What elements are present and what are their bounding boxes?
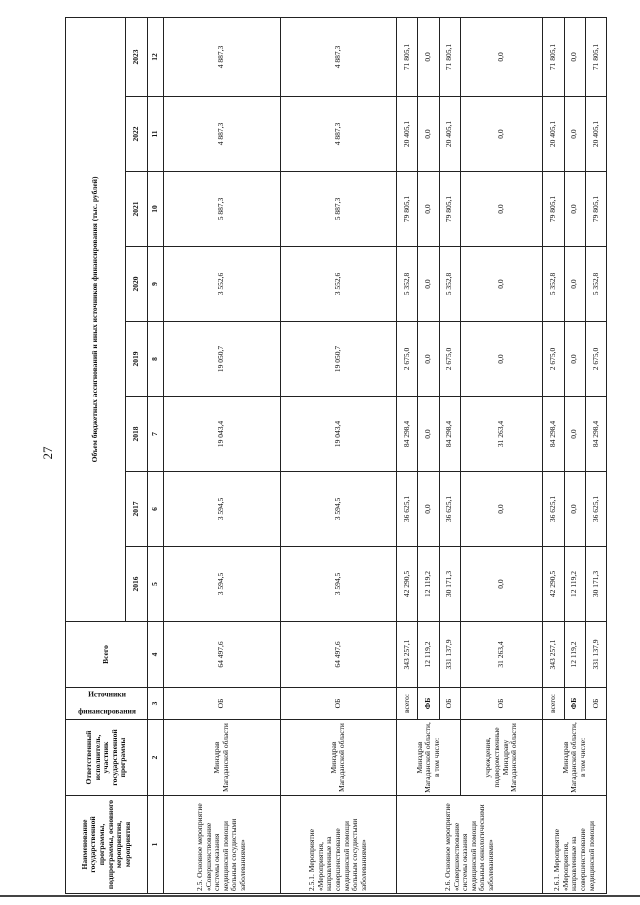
row-value: 0,0 (564, 172, 585, 247)
row-value: 71 805,1 (439, 17, 460, 96)
row-source: всего: (397, 688, 418, 720)
rotated-table-frame (65, 18, 607, 894)
column-number: 2 (148, 720, 164, 796)
header-year: 2016 (126, 547, 148, 622)
row-name: 2.5. Основное мероприятие «Совершенствование системы оказания медицинской помощи больным сосудистыми заболеваниями» (164, 796, 281, 894)
row-value: 5 352,8 (397, 247, 418, 322)
row-value: 71 805,1 (543, 17, 564, 96)
row-value: 0,0 (460, 17, 543, 96)
row-value: 0,0 (418, 97, 439, 172)
table-row (543, 17, 564, 893)
row-value: 20 405,1 (397, 97, 418, 172)
row-value: 12 119,2 (564, 547, 585, 622)
rotated-table (65, 18, 607, 894)
header-year: 2022 (126, 97, 148, 172)
row-value: 20 405,1 (585, 97, 606, 172)
table-row (397, 17, 418, 893)
row-value: 2 675,0 (439, 322, 460, 397)
column-number: 8 (148, 322, 164, 397)
budget-table (65, 17, 607, 894)
row-value: 5 352,8 (585, 247, 606, 322)
row-value: 71 805,1 (397, 17, 418, 96)
header-year: 2023 (126, 17, 148, 96)
row-total: 12 119,2 (418, 622, 439, 688)
row-value: 71 805,1 (585, 17, 606, 96)
column-number: 6 (148, 472, 164, 547)
row-value: 3 594,5 (280, 472, 397, 547)
column-number: 3 (148, 688, 164, 720)
row-value: 84 298,4 (439, 397, 460, 472)
row-value: 5 887,3 (280, 172, 397, 247)
row-value: 4 887,3 (280, 97, 397, 172)
row-value: 36 625,1 (439, 472, 460, 547)
row-value: 0,0 (564, 247, 585, 322)
row-total: 343 257,1 (397, 622, 418, 688)
row-value: 42 290,5 (397, 547, 418, 622)
column-number: 10 (148, 172, 164, 247)
row-value: 84 298,4 (397, 397, 418, 472)
row-value: 79 805,1 (543, 172, 564, 247)
row-value: 0,0 (460, 247, 543, 322)
table-row (460, 17, 543, 893)
row-total: 343 257,1 (543, 622, 564, 688)
header-funding-group: Объем бюджетных ассигнований и иных источников финансирования (тыс. рублей) (66, 17, 126, 621)
header-source (66, 688, 148, 720)
table-row (164, 17, 281, 893)
row-value: 2 675,0 (585, 322, 606, 397)
row-value: 0,0 (564, 322, 585, 397)
row-value: 2 675,0 (543, 322, 564, 397)
row-value: 0,0 (460, 97, 543, 172)
row-value: 2 675,0 (397, 322, 418, 397)
header-year: 2018 (126, 397, 148, 472)
row-value: 19 043,4 (164, 397, 281, 472)
row-value: 0,0 (460, 172, 543, 247)
row-value: 36 625,1 (397, 472, 418, 547)
row-name: 2.6.1. Мероприятие «Мероприятия, направленные на совершенствование медицинской помощи (543, 796, 607, 894)
row-value: 30 171,3 (585, 547, 606, 622)
column-number: 12 (148, 17, 164, 96)
row-value: 79 805,1 (585, 172, 606, 247)
row-value: 0,0 (418, 472, 439, 547)
header-name: Наименование государственной программы, подпрограммы, основного мероприятия, мероприятия (66, 796, 148, 894)
row-value: 31 263,4 (460, 397, 543, 472)
row-value: 3 594,5 (280, 547, 397, 622)
row-value: 0,0 (418, 397, 439, 472)
row-value: 3 552,6 (280, 247, 397, 322)
row-total: 31 263,4 (460, 622, 543, 688)
row-value: 5 352,8 (543, 247, 564, 322)
row-value: 0,0 (460, 472, 543, 547)
header-source-line1: Источники (87, 690, 126, 700)
row-value: 30 171,3 (439, 547, 460, 622)
row-value: 79 805,1 (439, 172, 460, 247)
row-source: ФБ (564, 688, 585, 720)
row-value: 19 043,4 (280, 397, 397, 472)
row-value: 12 119,2 (418, 547, 439, 622)
row-value: 5 887,3 (164, 172, 281, 247)
column-number: 9 (148, 247, 164, 322)
row-name: 2.6. Основное мероприятие «Совершенствование системы оказания медицинской помощи больным онкологическими заболеваниями» (397, 796, 543, 894)
row-value: 0,0 (564, 397, 585, 472)
row-source: ОБ (585, 688, 606, 720)
row-value: 0,0 (460, 547, 543, 622)
row-value: 20 405,1 (543, 97, 564, 172)
row-value: 84 298,4 (585, 397, 606, 472)
row-value: 84 298,4 (543, 397, 564, 472)
row-total: 64 497,6 (164, 622, 281, 688)
row-value: 0,0 (418, 17, 439, 96)
page-number: 27 (40, 446, 55, 460)
row-value: 79 805,1 (397, 172, 418, 247)
row-value: 42 290,5 (543, 547, 564, 622)
row-value: 19 050,7 (164, 322, 281, 397)
row-value: 0,0 (418, 172, 439, 247)
row-value: 4 887,3 (164, 17, 281, 96)
row-executor: учреждения, подведомственные Минздраву Магаданской области (460, 720, 543, 796)
row-source: ОБ (164, 688, 281, 720)
header-year: 2017 (126, 472, 148, 547)
header-executor: Ответственный исполнитель, участник государственной программы (66, 720, 148, 796)
row-value: 3 594,5 (164, 472, 281, 547)
row-value: 0,0 (564, 97, 585, 172)
row-value: 0,0 (418, 247, 439, 322)
column-number: 5 (148, 547, 164, 622)
row-executor: Минздрав Магаданской области (164, 720, 281, 796)
row-source: ФБ (418, 688, 439, 720)
row-value: 3 552,6 (164, 247, 281, 322)
row-value: 3 594,5 (164, 547, 281, 622)
column-number: 7 (148, 397, 164, 472)
row-source: ОБ (439, 688, 460, 720)
row-value: 0,0 (418, 322, 439, 397)
row-value: 4 887,3 (280, 17, 397, 96)
row-value: 0,0 (564, 472, 585, 547)
table-row (280, 17, 397, 893)
row-executor: Минздрав Магаданской области, в том числе: (543, 720, 607, 796)
row-value: 0,0 (564, 17, 585, 96)
row-executor: Минздрав Магаданской области (280, 720, 397, 796)
row-source: ОБ (280, 688, 397, 720)
column-number: 4 (148, 622, 164, 688)
row-source: ОБ (460, 688, 543, 720)
row-value: 20 405,1 (439, 97, 460, 172)
row-value: 36 625,1 (543, 472, 564, 547)
row-value: 36 625,1 (585, 472, 606, 547)
row-total: 331 137,9 (439, 622, 460, 688)
row-total: 331 137,9 (585, 622, 606, 688)
header-year: 2020 (126, 247, 148, 322)
row-value: 4 887,3 (164, 97, 281, 172)
bottom-rule (0, 895, 640, 897)
row-total: 64 497,6 (280, 622, 397, 688)
column-number: 11 (148, 97, 164, 172)
header-total: Всего (66, 622, 148, 688)
row-name: 2.5.1. Мероприятие «Мероприятия, направленные на совершенствование медицинской помощи больным сосудистыми заболеваниями» (280, 796, 397, 894)
row-value: 19 050,7 (280, 322, 397, 397)
header-source-line2: финансирования (77, 706, 136, 716)
row-executor: Минздрав Магаданской области, в том числе: (397, 720, 461, 796)
row-value: 0,0 (460, 322, 543, 397)
row-total: 12 119,2 (564, 622, 585, 688)
header-year: 2019 (126, 322, 148, 397)
row-source: всего: (543, 688, 564, 720)
header-year: 2021 (126, 172, 148, 247)
column-number: 1 (148, 796, 164, 894)
row-value: 5 352,8 (439, 247, 460, 322)
